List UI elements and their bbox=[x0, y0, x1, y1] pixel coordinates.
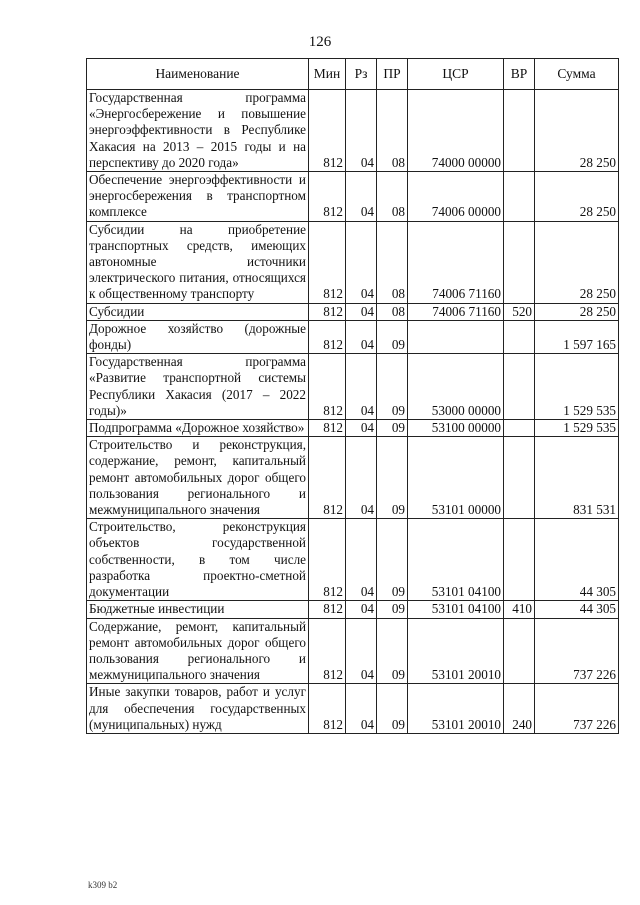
row-rz: 04 bbox=[346, 320, 377, 353]
header-vr: ВР bbox=[504, 59, 535, 90]
row-pr: 09 bbox=[377, 519, 408, 601]
row-csr: 53101 00000 bbox=[408, 437, 504, 519]
row-csr bbox=[408, 320, 504, 353]
row-pr: 09 bbox=[377, 354, 408, 420]
row-sum: 28 250 bbox=[535, 172, 619, 222]
row-rz: 04 bbox=[346, 221, 377, 303]
row-pr: 08 bbox=[377, 172, 408, 222]
row-min: 812 bbox=[309, 172, 346, 222]
row-sum: 1 529 535 bbox=[535, 420, 619, 437]
row-pr: 09 bbox=[377, 601, 408, 618]
row-name: Субсидии bbox=[87, 303, 309, 320]
row-rz: 04 bbox=[346, 172, 377, 222]
row-vr bbox=[504, 172, 535, 222]
row-sum: 737 226 bbox=[535, 618, 619, 684]
row-name: Содержание, ремонт, капитальный ремонт автомобильных дорог общего пользования регионального и межмуниципального значения bbox=[87, 618, 309, 684]
row-rz: 04 bbox=[346, 420, 377, 437]
row-csr: 53101 20010 bbox=[408, 684, 504, 734]
row-rz: 04 bbox=[346, 354, 377, 420]
row-sum: 737 226 bbox=[535, 684, 619, 734]
row-vr: 520 bbox=[504, 303, 535, 320]
row-sum: 28 250 bbox=[535, 90, 619, 172]
table-row bbox=[87, 618, 619, 684]
row-min: 812 bbox=[309, 420, 346, 437]
table-row bbox=[87, 519, 619, 601]
row-rz: 04 bbox=[346, 437, 377, 519]
header-csr: ЦСР bbox=[408, 59, 504, 90]
table-row bbox=[87, 90, 619, 172]
row-name: Обеспечение энергоэффективности и энергосбережения в транспортном комплексе bbox=[87, 172, 309, 222]
table-row bbox=[87, 172, 619, 222]
row-sum: 1 597 165 bbox=[535, 320, 619, 353]
row-name: Иные закупки товаров, работ и услуг для обеспечения государственных (муниципальных) нужд bbox=[87, 684, 309, 734]
table-row bbox=[87, 303, 619, 320]
row-vr bbox=[504, 420, 535, 437]
row-pr: 09 bbox=[377, 420, 408, 437]
row-min: 812 bbox=[309, 437, 346, 519]
budget-table bbox=[86, 58, 619, 734]
row-rz: 04 bbox=[346, 684, 377, 734]
row-vr bbox=[504, 354, 535, 420]
header-rz: Рз bbox=[346, 59, 377, 90]
row-min: 812 bbox=[309, 221, 346, 303]
row-sum: 44 305 bbox=[535, 519, 619, 601]
row-csr: 53101 04100 bbox=[408, 519, 504, 601]
row-rz: 04 bbox=[346, 303, 377, 320]
header-name: Наименование bbox=[87, 59, 309, 90]
row-rz: 04 bbox=[346, 90, 377, 172]
row-min: 812 bbox=[309, 90, 346, 172]
row-pr: 08 bbox=[377, 303, 408, 320]
header-pr: ПР bbox=[377, 59, 408, 90]
row-vr bbox=[504, 320, 535, 353]
row-name: Строительство и реконструкция, содержание, ремонт, капитальный ремонт автомобильных дорог общего пользования регионального и межмуниципального значения bbox=[87, 437, 309, 519]
row-min: 812 bbox=[309, 684, 346, 734]
row-name: Бюджетные инвестиции bbox=[87, 601, 309, 618]
table-row bbox=[87, 221, 619, 303]
table-row bbox=[87, 601, 619, 618]
row-csr: 74006 71160 bbox=[408, 221, 504, 303]
row-min: 812 bbox=[309, 519, 346, 601]
table-row bbox=[87, 320, 619, 353]
row-rz: 04 bbox=[346, 601, 377, 618]
row-vr bbox=[504, 618, 535, 684]
row-vr bbox=[504, 519, 535, 601]
row-name: Подпрограмма «Дорожное хозяйство» bbox=[87, 420, 309, 437]
row-sum: 28 250 bbox=[535, 221, 619, 303]
row-rz: 04 bbox=[346, 618, 377, 684]
row-csr: 74000 00000 bbox=[408, 90, 504, 172]
footer-code: k309 b2 bbox=[88, 880, 118, 890]
row-pr: 09 bbox=[377, 684, 408, 734]
row-csr: 53101 04100 bbox=[408, 601, 504, 618]
row-vr bbox=[504, 221, 535, 303]
table-header-row bbox=[87, 59, 619, 90]
row-sum: 1 529 535 bbox=[535, 354, 619, 420]
row-pr: 09 bbox=[377, 320, 408, 353]
row-name: Субсидии на приобретение транспортных средств, имеющих автономные источники электрического питания, относящихся к общественному транспорту bbox=[87, 221, 309, 303]
row-csr: 53100 00000 bbox=[408, 420, 504, 437]
row-name: Строительство, реконструкция объектов государственной собственности, в том числе разработка проектно-сметной документации bbox=[87, 519, 309, 601]
row-min: 812 bbox=[309, 303, 346, 320]
row-sum: 28 250 bbox=[535, 303, 619, 320]
row-vr: 410 bbox=[504, 601, 535, 618]
row-min: 812 bbox=[309, 618, 346, 684]
row-rz: 04 bbox=[346, 519, 377, 601]
row-pr: 09 bbox=[377, 437, 408, 519]
row-min: 812 bbox=[309, 354, 346, 420]
row-csr: 74006 71160 bbox=[408, 303, 504, 320]
row-csr: 53101 20010 bbox=[408, 618, 504, 684]
table-row bbox=[87, 437, 619, 519]
row-vr bbox=[504, 437, 535, 519]
row-pr: 08 bbox=[377, 221, 408, 303]
page-number: 126 bbox=[308, 34, 332, 50]
row-pr: 09 bbox=[377, 618, 408, 684]
row-vr bbox=[504, 90, 535, 172]
row-sum: 44 305 bbox=[535, 601, 619, 618]
table-row bbox=[87, 420, 619, 437]
header-sum: Сумма bbox=[535, 59, 619, 90]
row-csr: 74006 00000 bbox=[408, 172, 504, 222]
row-name: Дорожное хозяйство (дорожные фонды) bbox=[87, 320, 309, 353]
row-vr: 240 bbox=[504, 684, 535, 734]
row-pr: 08 bbox=[377, 90, 408, 172]
row-sum: 831 531 bbox=[535, 437, 619, 519]
table-row bbox=[87, 354, 619, 420]
row-min: 812 bbox=[309, 320, 346, 353]
row-name: Государственная программа «Энергосбережение и повышение энергоэффективности в Республике Хакасия на 2013 – 2015 годы и на перспективу до 2020 года» bbox=[87, 90, 309, 172]
row-min: 812 bbox=[309, 601, 346, 618]
table-row bbox=[87, 684, 619, 734]
row-name: Государственная программа «Развитие транспортной системы Республики Хакасия (2017 – 2022 годы)» bbox=[87, 354, 309, 420]
header-min: Мин bbox=[309, 59, 346, 90]
row-csr: 53000 00000 bbox=[408, 354, 504, 420]
